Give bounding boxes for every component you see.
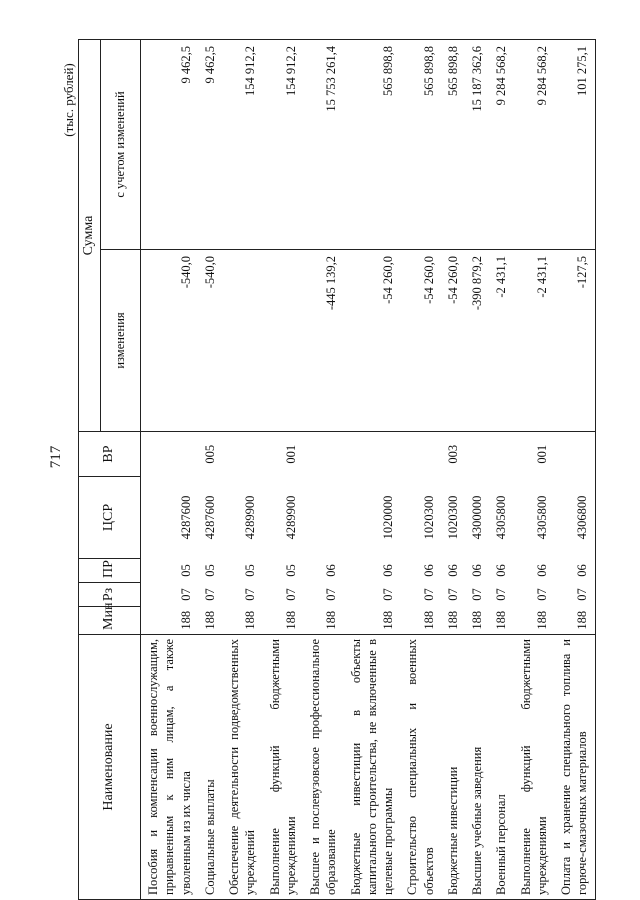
row-change: -127,5	[554, 250, 595, 432]
row-pr: 06	[494, 564, 509, 577]
table-row	[263, 40, 304, 900]
row-total: 154 912,2	[222, 40, 263, 250]
row-change: -390 879,2	[465, 250, 489, 432]
row-min: 188	[263, 607, 304, 635]
row-csr: 4305800	[534, 495, 549, 540]
row-min: 188	[441, 607, 465, 635]
row-total: 9 284 568,2	[489, 40, 513, 250]
row-vr	[489, 432, 513, 477]
row-change: -2 431,1	[489, 250, 513, 432]
row-total: 565 898,8	[344, 40, 401, 250]
rotated-table-region	[60, 40, 590, 900]
row-change	[222, 250, 263, 432]
table-row	[344, 40, 401, 900]
row-change	[263, 250, 304, 432]
row-rz: 07	[283, 588, 298, 601]
table-row	[514, 40, 555, 900]
table-row	[465, 40, 489, 900]
table-row	[554, 40, 595, 900]
row-change: -54 260,0	[441, 250, 465, 432]
row-min: 188	[344, 607, 401, 635]
row-name: Выполнение функций бюджетными учреждениями	[263, 635, 304, 900]
row-vr	[222, 432, 263, 477]
row-name: Высшее и послевузовское профессиональное образование	[303, 635, 344, 900]
table-row	[441, 40, 465, 900]
page-number: 717	[48, 445, 64, 469]
header-vr: ВР	[79, 432, 141, 477]
header-csr: ЦСР	[79, 477, 141, 559]
row-change: -445 139,2	[303, 250, 344, 432]
row-pr: 06	[381, 564, 395, 577]
row-min: 188	[198, 607, 222, 635]
row-pr: 06	[421, 564, 436, 577]
row-rz: 07	[178, 588, 193, 601]
row-rz: 07	[470, 588, 484, 601]
row-name: Обеспечение деятельности подведомственных учреждений	[222, 635, 263, 900]
row-name: Строительство специальных и военных объектов	[400, 635, 441, 900]
row-change: -540,0	[141, 250, 198, 432]
row-pr: 05	[243, 564, 258, 577]
row-min: 188	[141, 607, 198, 635]
row-name: Выполнение функций бюджетными учреждениями	[514, 635, 555, 900]
row-min: 188	[400, 607, 441, 635]
row-change: -54 260,0	[344, 250, 401, 432]
row-pr: 05	[178, 564, 193, 577]
row-vr	[303, 432, 344, 477]
row-csr: 4305800	[494, 495, 509, 540]
row-rz: 07	[554, 583, 595, 607]
row-name: Оплата и хранение специального топлива и горюче-смазочных материалов	[554, 635, 595, 900]
row-min: 188	[222, 607, 263, 635]
row-pr: 06	[324, 564, 339, 577]
row-csr: 4306800	[554, 477, 595, 559]
row-total: 101 275,1	[554, 40, 595, 250]
row-pr: 05	[202, 564, 217, 577]
row-min: 188	[554, 607, 595, 635]
row-vr	[400, 432, 441, 477]
header-rz: Рз	[79, 583, 141, 607]
table-row	[198, 40, 222, 900]
header-change: изменения	[101, 250, 141, 432]
table-row	[400, 40, 441, 900]
table-body	[141, 40, 596, 900]
header-min: Мин	[79, 607, 141, 635]
row-name: Социальные выплаты	[198, 635, 222, 900]
row-vr: 003	[441, 432, 465, 477]
row-min: 188	[489, 607, 513, 635]
row-csr: 4287600	[178, 495, 193, 540]
row-csr: 4289900	[283, 495, 298, 540]
row-name: Военный персонал	[489, 635, 513, 900]
row-csr: 4289900	[243, 495, 258, 540]
row-pr: 05	[283, 564, 298, 577]
row-csr: 4300000	[470, 495, 484, 540]
row-change: -540,0	[198, 250, 222, 432]
row-rz: 07	[324, 588, 339, 601]
row-rz: 07	[534, 588, 549, 601]
row-min: 188	[303, 607, 344, 635]
row-total: 15 753 261,4	[303, 40, 344, 250]
row-vr	[554, 432, 595, 477]
row-vr	[465, 432, 489, 477]
row-csr: 4287600	[202, 495, 217, 540]
row-vr	[141, 432, 198, 477]
row-csr: 1020000	[381, 495, 395, 540]
row-vr: 001	[263, 432, 304, 477]
header-with-change: с учетом изменений	[101, 40, 141, 250]
row-min: 188	[465, 607, 489, 635]
row-pr: 06	[470, 564, 484, 577]
row-total: 15 187 362,6	[465, 40, 489, 250]
row-vr: 005	[198, 432, 222, 477]
row-total: 565 898,8	[400, 40, 441, 250]
header-pr: ПР	[79, 559, 141, 583]
row-total: 154 912,2	[263, 40, 304, 250]
row-rz: 07	[243, 588, 258, 601]
budget-table	[78, 39, 596, 900]
row-name: Бюджетные инвестиции	[441, 635, 465, 900]
row-pr: 06	[534, 564, 549, 577]
row-csr: 1020300	[421, 495, 436, 540]
row-rz: 07	[494, 588, 509, 601]
row-change: -54 260,0	[400, 250, 441, 432]
row-total: 9 462,5	[198, 40, 222, 250]
units-label: (тыс. рублей)	[61, 63, 76, 137]
row-csr	[303, 477, 344, 559]
table-row	[222, 40, 263, 900]
header-name: Наименование	[79, 635, 141, 900]
row-vr: 001	[514, 432, 555, 477]
row-total: 9 462,5	[141, 40, 198, 250]
row-rz: 07	[202, 588, 217, 601]
table-row	[303, 40, 344, 900]
row-name: Высшие учебные заведения	[465, 635, 489, 900]
row-pr: 06	[554, 559, 595, 583]
row-pr: 06	[445, 564, 460, 577]
table-row	[141, 40, 198, 900]
table-row	[489, 40, 513, 900]
row-change: -2 431,1	[514, 250, 555, 432]
row-min: 188	[514, 607, 555, 635]
row-rz: 07	[445, 588, 460, 601]
header-sum: Сумма	[79, 40, 101, 432]
row-total: 565 898,8	[441, 40, 465, 250]
row-csr: 1020300	[445, 495, 460, 540]
row-name: Бюджетные инвестиции в объекты капитального строительства, не включенные в целевые программы	[344, 635, 401, 900]
row-name: Пособия и компенсации военнослужащим, приравненным к ним лицам, а также уволенным из их числа	[141, 635, 198, 900]
row-total: 9 284 568,2	[514, 40, 555, 250]
row-rz: 07	[381, 588, 395, 601]
row-rz: 07	[421, 588, 436, 601]
row-vr	[344, 432, 401, 477]
